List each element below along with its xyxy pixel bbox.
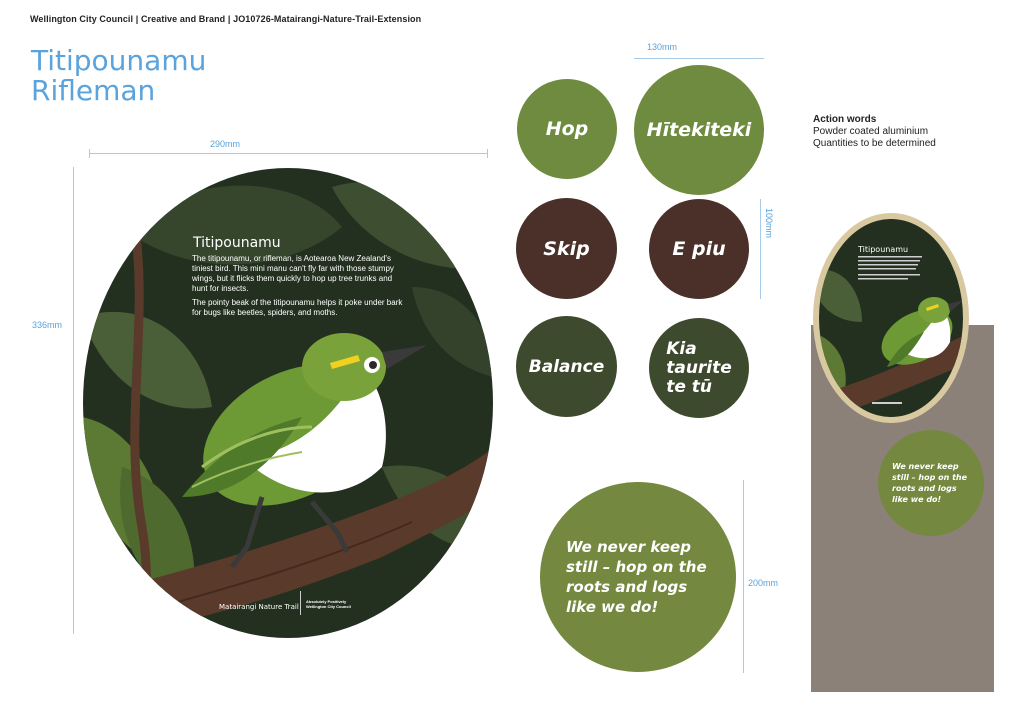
post-sign-heading: Titipounamu bbox=[858, 245, 909, 254]
action-word-label: E piu bbox=[672, 238, 726, 260]
sign-trail-name: Matairangi Nature Trail bbox=[219, 603, 299, 611]
post-sign-text-line bbox=[858, 264, 918, 266]
title-line-1: Titipounamu bbox=[31, 44, 207, 77]
post-quote-text: We never keep still – hop on the roots and logs like we do! bbox=[892, 462, 968, 504]
action-word-skip bbox=[516, 198, 617, 299]
sign-paragraph-1: The titipounamu, or rifleman, is Aotearoa New Zealand's tiniest bird. This mini manu can't fly far with those stumpy wings, but it flicks them quickly to hop up tree trunks and hunt for insects. bbox=[192, 254, 394, 293]
notes-line-1: Powder coated aluminium bbox=[813, 126, 929, 137]
dim-label-height-main: 336mm bbox=[32, 320, 63, 330]
dim-label-width-word: 130mm bbox=[647, 42, 678, 52]
dim-line-height-word bbox=[760, 199, 761, 299]
action-word-label: Hop bbox=[545, 118, 589, 140]
dim-tick bbox=[487, 149, 488, 158]
header-text: Wellington City Council | Creative and Brand | JO10726-Matairangi-Nature-Trail-Extension bbox=[30, 14, 422, 24]
action-word-label: Kia taurite te tū bbox=[666, 338, 732, 397]
main-sign bbox=[82, 167, 494, 639]
sign-partner-logo: Absolutely Positively Wellington City Council bbox=[306, 599, 351, 609]
post-sign-preview bbox=[812, 212, 970, 424]
sign-paragraph-2: The pointy beak of the titipounamu helps it poke under bark for bugs like beetles, spiders, and moths. bbox=[192, 298, 403, 317]
post-sign-text-line bbox=[858, 278, 908, 280]
action-word-hop bbox=[517, 79, 617, 179]
dim-label-width-main: 290mm bbox=[210, 139, 241, 149]
action-word-hitekiteki bbox=[634, 65, 764, 195]
quote-circle bbox=[540, 482, 736, 672]
dim-line-height-quote bbox=[743, 480, 744, 673]
action-word-e-piu bbox=[649, 199, 749, 299]
quote-text: We never keep still – hop on the roots and logs like we do! bbox=[566, 538, 707, 616]
notes-line-2: Quantities to be determined bbox=[813, 138, 936, 149]
action-word-kia-taurite bbox=[649, 318, 749, 418]
post-sign-text-line bbox=[858, 256, 922, 258]
action-word-balance bbox=[516, 316, 617, 417]
action-word-label: Balance bbox=[528, 356, 605, 377]
post-sign-text-line bbox=[858, 268, 916, 270]
post-quote-circle bbox=[878, 430, 984, 536]
dim-label-height-quote: 200mm bbox=[748, 578, 779, 588]
dim-tick bbox=[89, 149, 90, 158]
dim-line-height-main bbox=[73, 167, 74, 634]
notes-heading: Action words bbox=[813, 114, 877, 125]
page-title bbox=[31, 46, 206, 106]
action-word-label: Hītekiteki bbox=[646, 119, 752, 141]
notes bbox=[813, 114, 936, 150]
dim-label-height-word: 100mm bbox=[764, 208, 774, 239]
title-line-2: Rifleman bbox=[31, 74, 156, 107]
dim-line-width-main bbox=[89, 153, 488, 154]
action-word-label: Skip bbox=[543, 237, 590, 260]
dim-line-width-word bbox=[634, 58, 764, 59]
post-sign-text-line bbox=[858, 274, 920, 276]
post-sign-footer bbox=[872, 402, 902, 404]
post-sign-text-line bbox=[858, 260, 920, 262]
sign-heading: Titipounamu bbox=[193, 235, 281, 251]
